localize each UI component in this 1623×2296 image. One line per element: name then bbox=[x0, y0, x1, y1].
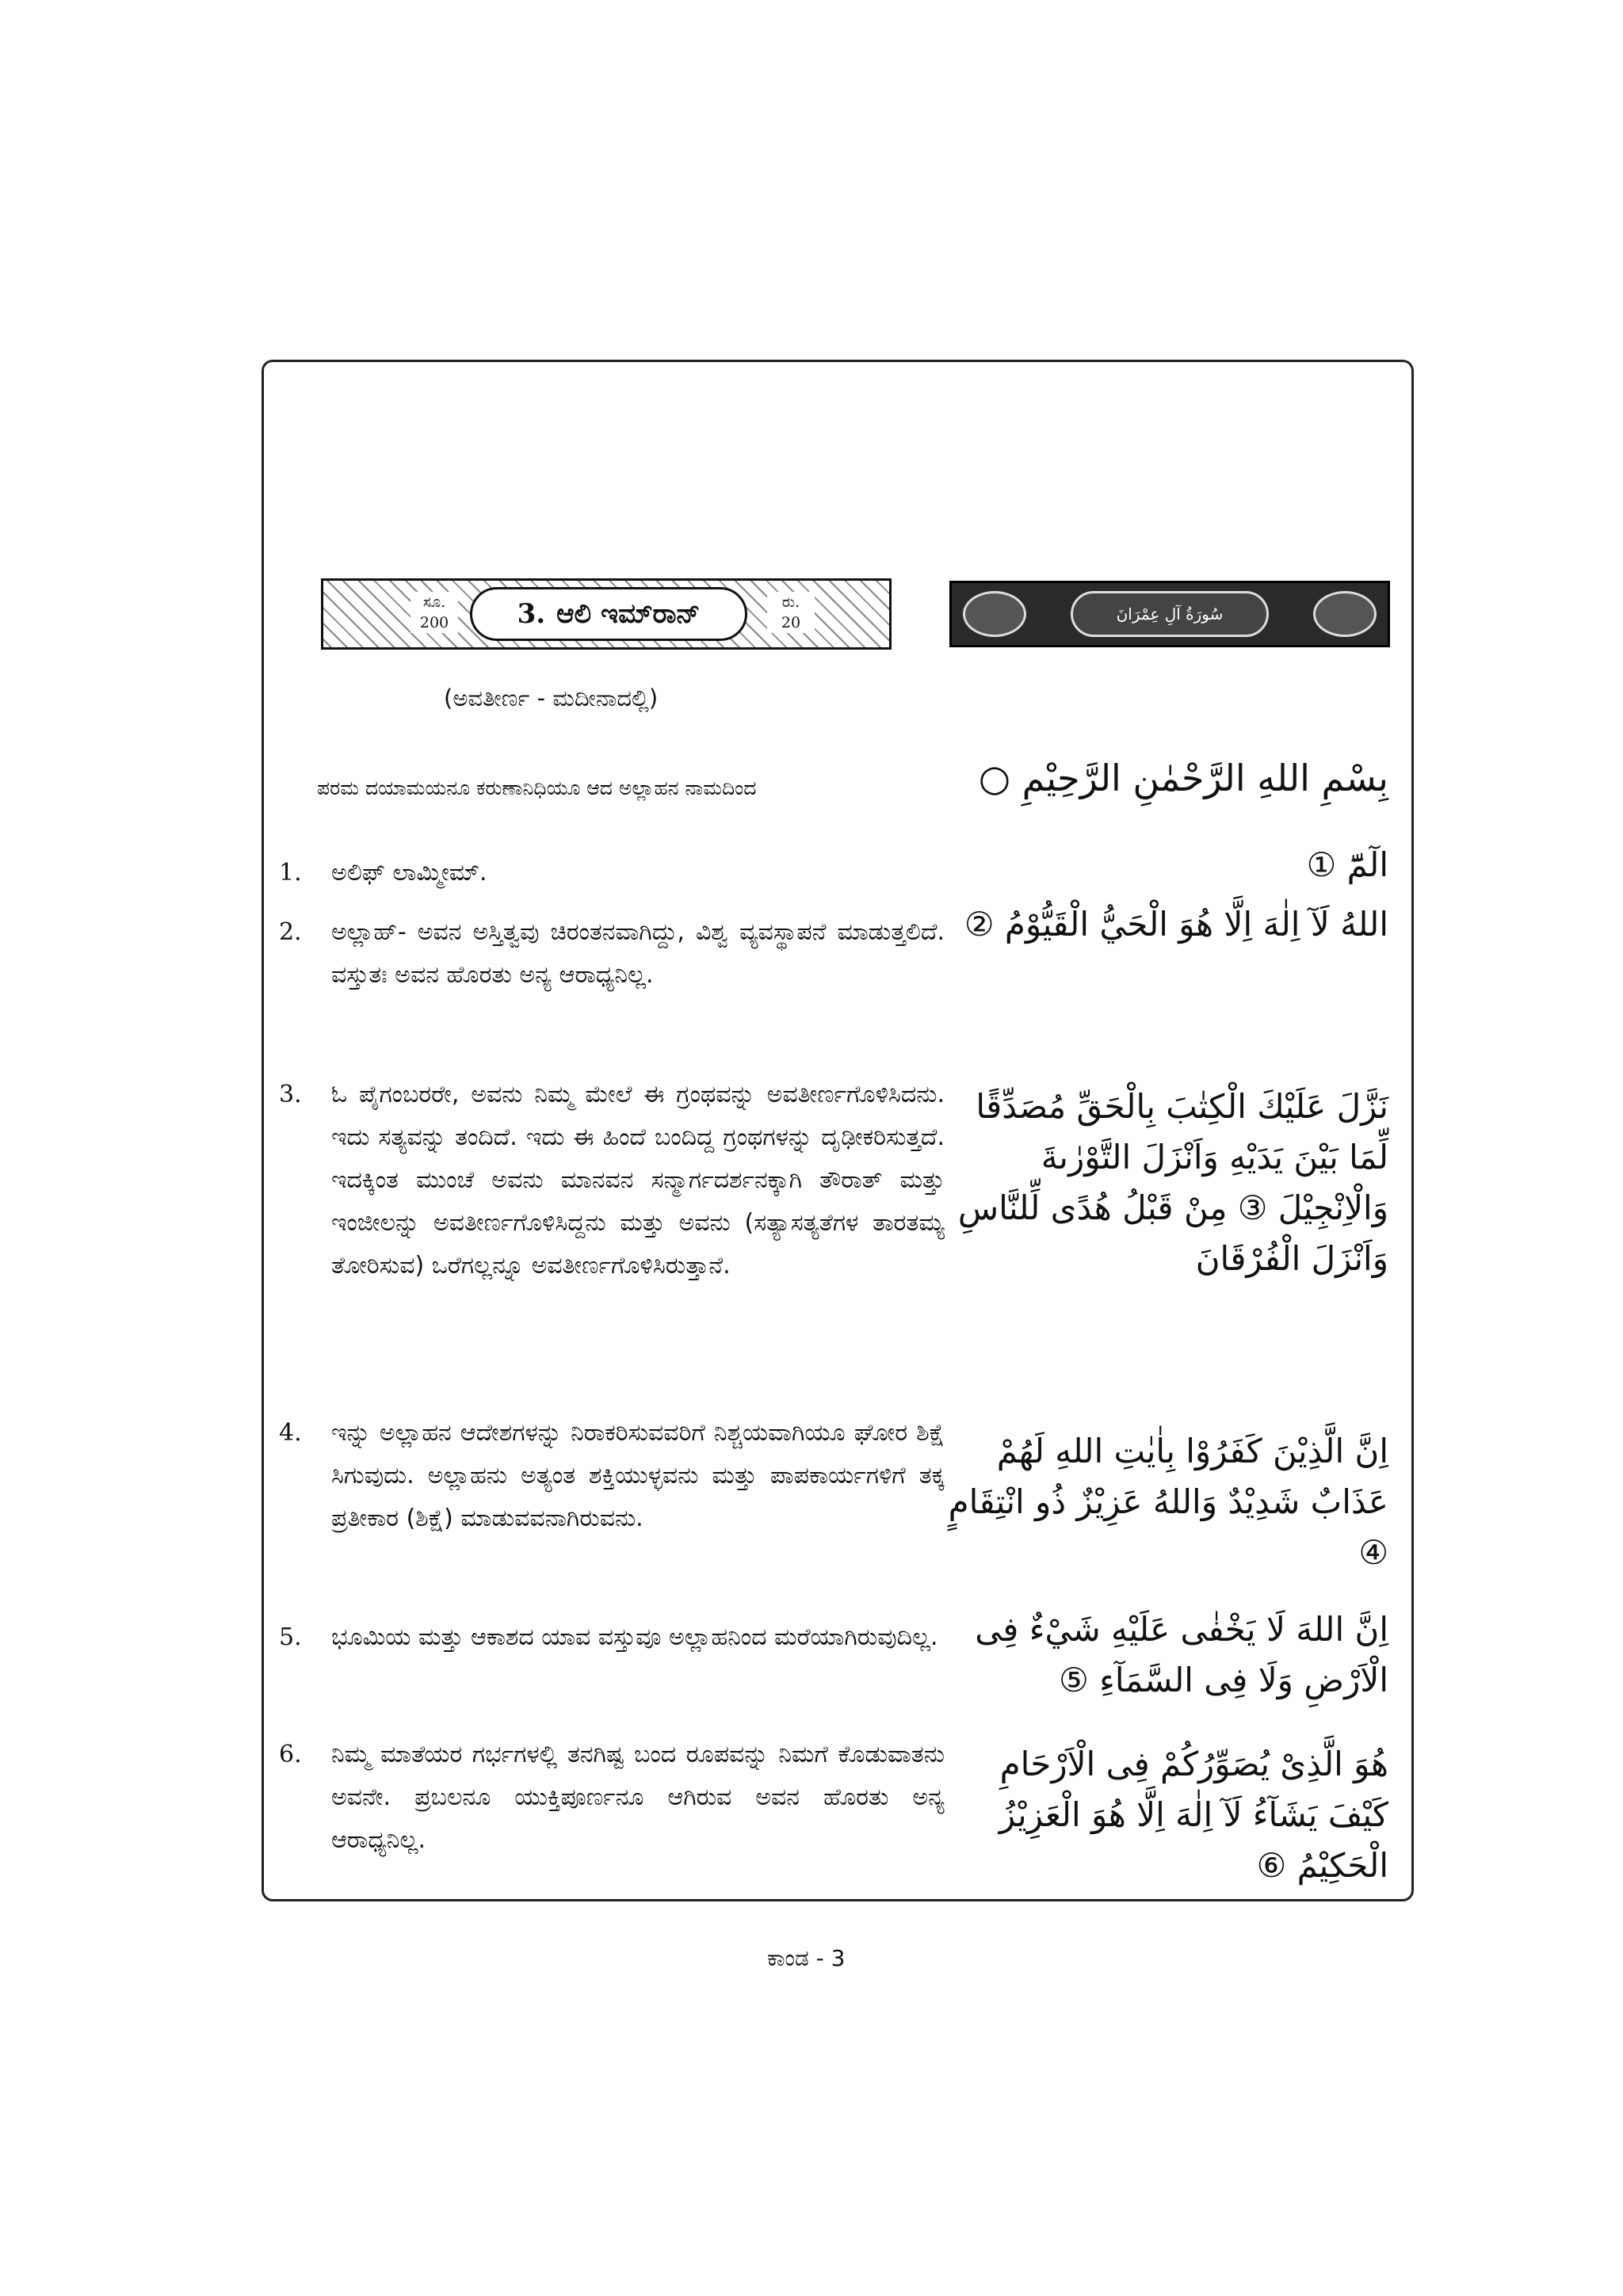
banner-medallion bbox=[1313, 591, 1377, 637]
revelation-place: (ಅವತೀರ್ಣ - ಮದೀನಾದಲ್ಲಿ) bbox=[444, 685, 659, 711]
surah-title bbox=[470, 587, 747, 641]
verse-text: ನಿಮ್ಮ ಮಾತೆಯರ ಗರ್ಭಗಳಲ್ಲಿ ತನಗಿಷ್ಟ ಬಂದ ರೂಪವನ್ನು ನಿಮಗೆ ಕೊಡುವಾತನು ಅವನೇ. ಪ್ರಬಲನೂ ಯುಕ್ತಿಪೂರ್ಣನೂ ಆಗಿರುವ ಅವನ ಹೊರತು ಅನ್ಯ ಆರಾಧ್ಯನಿಲ್ಲ. bbox=[331, 1741, 945, 1854]
verse-arabic: نَزَّلَ عَلَيْكَ الْكِتٰبَ بِالْحَقِّ مُصَدِّقًا لِّمَا بَيْنَ يَدَيْهِ وَاَنْزَلَ التَّوْرٰىةَ وَالْاِنْجِيْلَ ③ مِنْ قَبْلُ هُدًى لِّلنَّاسِ وَاَنْزَلَ الْفُرْقَانَ bbox=[957, 1087, 1388, 1278]
banner-medallion bbox=[963, 591, 1026, 637]
verse-kannada bbox=[279, 1412, 945, 1540]
verse-kannada bbox=[279, 1616, 945, 1659]
verse-number: 5. bbox=[279, 1623, 302, 1651]
bismillah-kannada: ಪರಮ ದಯಾಮಯನೂ ಕರುಣಾನಿಧಿಯೂ ಆದ ಅಲ್ಲಾಹನ ನಾಮದಿಂದ bbox=[317, 776, 757, 799]
verse-count-value: 200 bbox=[419, 614, 449, 631]
ruku-count bbox=[767, 592, 815, 633]
verse-count-label: ಸೂ. bbox=[422, 593, 446, 611]
verse-arabic: الٓمّٓ ① bbox=[1306, 845, 1388, 884]
verse-arabic: هُوَ الَّذِىْ يُصَوِّرُكُمْ فِى الْاَرْحَامِ كَيْفَ يَشَآءُ لَآ اِلٰهَ اِلَّا هُوَ الْعَزِيْزُ الْحَكِيْمُ ⑥ bbox=[999, 1745, 1388, 1885]
verse-arabic: اِنَّ اللهَ لَا يَخْفٰى عَلَيْهِ شَيْءٌ فِى الْاَرْضِ وَلَا فِى السَّمَآءِ ⑤ bbox=[975, 1610, 1388, 1699]
verse-kannada bbox=[279, 911, 945, 997]
bismillah-arabic: بِسْمِ اللهِ الرَّحْمٰنِ الرَّحِيْمِ ○ bbox=[978, 757, 1388, 799]
verse-number: 2. bbox=[279, 918, 302, 946]
ruku-count-label: ರು. bbox=[781, 593, 800, 611]
verse-text: ಅಲಿಫ್ ಲಾಮ್ಮೀಮ್. bbox=[331, 859, 487, 887]
surah-name: ಆಲಿ ಇಮ್‌ರಾನ್ bbox=[556, 598, 701, 630]
verse-text: ಭೂಮಿಯ ಮತ್ತು ಆಕಾಶದ ಯಾವ ವಸ್ತುವೂ ಅಲ್ಲಾಹನಿಂದ ಮರೆಯಾಗಿರುವುದಿಲ್ಲ. bbox=[331, 1623, 938, 1651]
verse-number: 1. bbox=[279, 859, 302, 887]
verse-number: 6. bbox=[279, 1741, 302, 1768]
verse-kannada bbox=[279, 1074, 945, 1287]
verse-number: 4. bbox=[279, 1419, 302, 1447]
verse-number: 3. bbox=[279, 1081, 302, 1108]
verse-text: ಅಲ್ಲಾಹ್- ಅವನ ಅಸ್ತಿತ್ವವು ಚಿರಂತನವಾಗಿದ್ದು, ವಿಶ್ವ ವ್ಯವಸ್ಥಾಪನೆ ಮಾಡುತ್ತಲಿದೆ. ವಸ್ತುತಃ ಅವನ ಹೊರತು ಅನ್ಯ ಆರಾಧ್ಯನಿಲ್ಲ. bbox=[331, 918, 945, 989]
verse-text: ಇನ್ನು ಅಲ್ಲಾಹನ ಆದೇಶಗಳನ್ನು ನಿರಾಕರಿಸುವವರಿಗೆ ನಿಶ್ಚಯವಾಗಿಯೂ ಘೋರ ಶಿಕ್ಷೆ ಸಿಗುವುದು. ಅಲ್ಲಾಹನು ಅತ್ಯಂತ ಶಕ್ತಿಯುಳ್ಳವನು ಮತ್ತು ಪಾಪಕಾರ್ಯಗಳಿಗೆ ತಕ್ಕ ಪ್ರತೀಕಾರ (ಶಿಕ್ಷೆ) ಮಾಡುವವನಾಗಿರುವನು. bbox=[331, 1419, 945, 1532]
arabic-surah-title: سُورَةُ آلِ عِمْرَانَ bbox=[1071, 591, 1269, 637]
verse-arabic: اللهُ لَآ اِلٰهَ اِلَّا هُوَ الْحَيُّ الْقَيُّوْمُ ② bbox=[964, 905, 1388, 944]
arabic-surah-banner bbox=[949, 581, 1390, 647]
page-footer: ಕಾಂಡ - 3 bbox=[767, 1945, 846, 1971]
ruku-count-value: 20 bbox=[781, 614, 801, 631]
verse-count bbox=[411, 592, 458, 633]
verse-text: ಓ ಪೈಗಂಬರರೇ, ಅವನು ನಿಮ್ಮ ಮೇಲೆ ಈ ಗ್ರಂಥವನ್ನು ಅವತೀರ್ಣಗೊಳಿಸಿದನು. ಇದು ಸತ್ಯವನ್ನು ತಂದಿದೆ. ಇದು ಈ ಹಿಂದೆ ಬಂದಿದ್ದ ಗ್ರಂಥಗಳನ್ನು ದೃಢೀಕರಿಸುತ್ತದೆ. ಇದಕ್ಕಿಂತ ಮುಂಚೆ ಅವನು ಮಾನವನ ಸನ್ಮಾರ್ಗದರ್ಶನಕ್ಕಾಗಿ ತೌರಾತ್ ಮತ್ತು ಇಂಜೀಲನ್ನು ಅವತೀರ್ಣಗೊಳಿಸಿದ್ದನು ಮತ್ತು ಅವನು (ಸತ್ಯಾಸತ್ಯತೆಗಳ ತಾರತಮ್ಯ ತೋರಿಸುವ) ಒರೆಗಲ್ಲನ್ನೂ ಅವತೀರ್ಣಗೊಳಿಸಿರುತ್ತಾನೆ. bbox=[331, 1081, 945, 1280]
surah-banner bbox=[321, 578, 892, 650]
verse-arabic: اِنَّ الَّذِيْنَ كَفَرُوْا بِاٰيٰتِ اللهِ لَهُمْ عَذَابٌ شَدِيْدٌ وَاللهُ عَزِيْزٌ ذُو انْتِقَامٍ ④ bbox=[948, 1432, 1388, 1572]
verse-kannada bbox=[279, 852, 945, 894]
surah-number: 3. bbox=[517, 598, 546, 630]
verse-kannada bbox=[279, 1733, 945, 1862]
